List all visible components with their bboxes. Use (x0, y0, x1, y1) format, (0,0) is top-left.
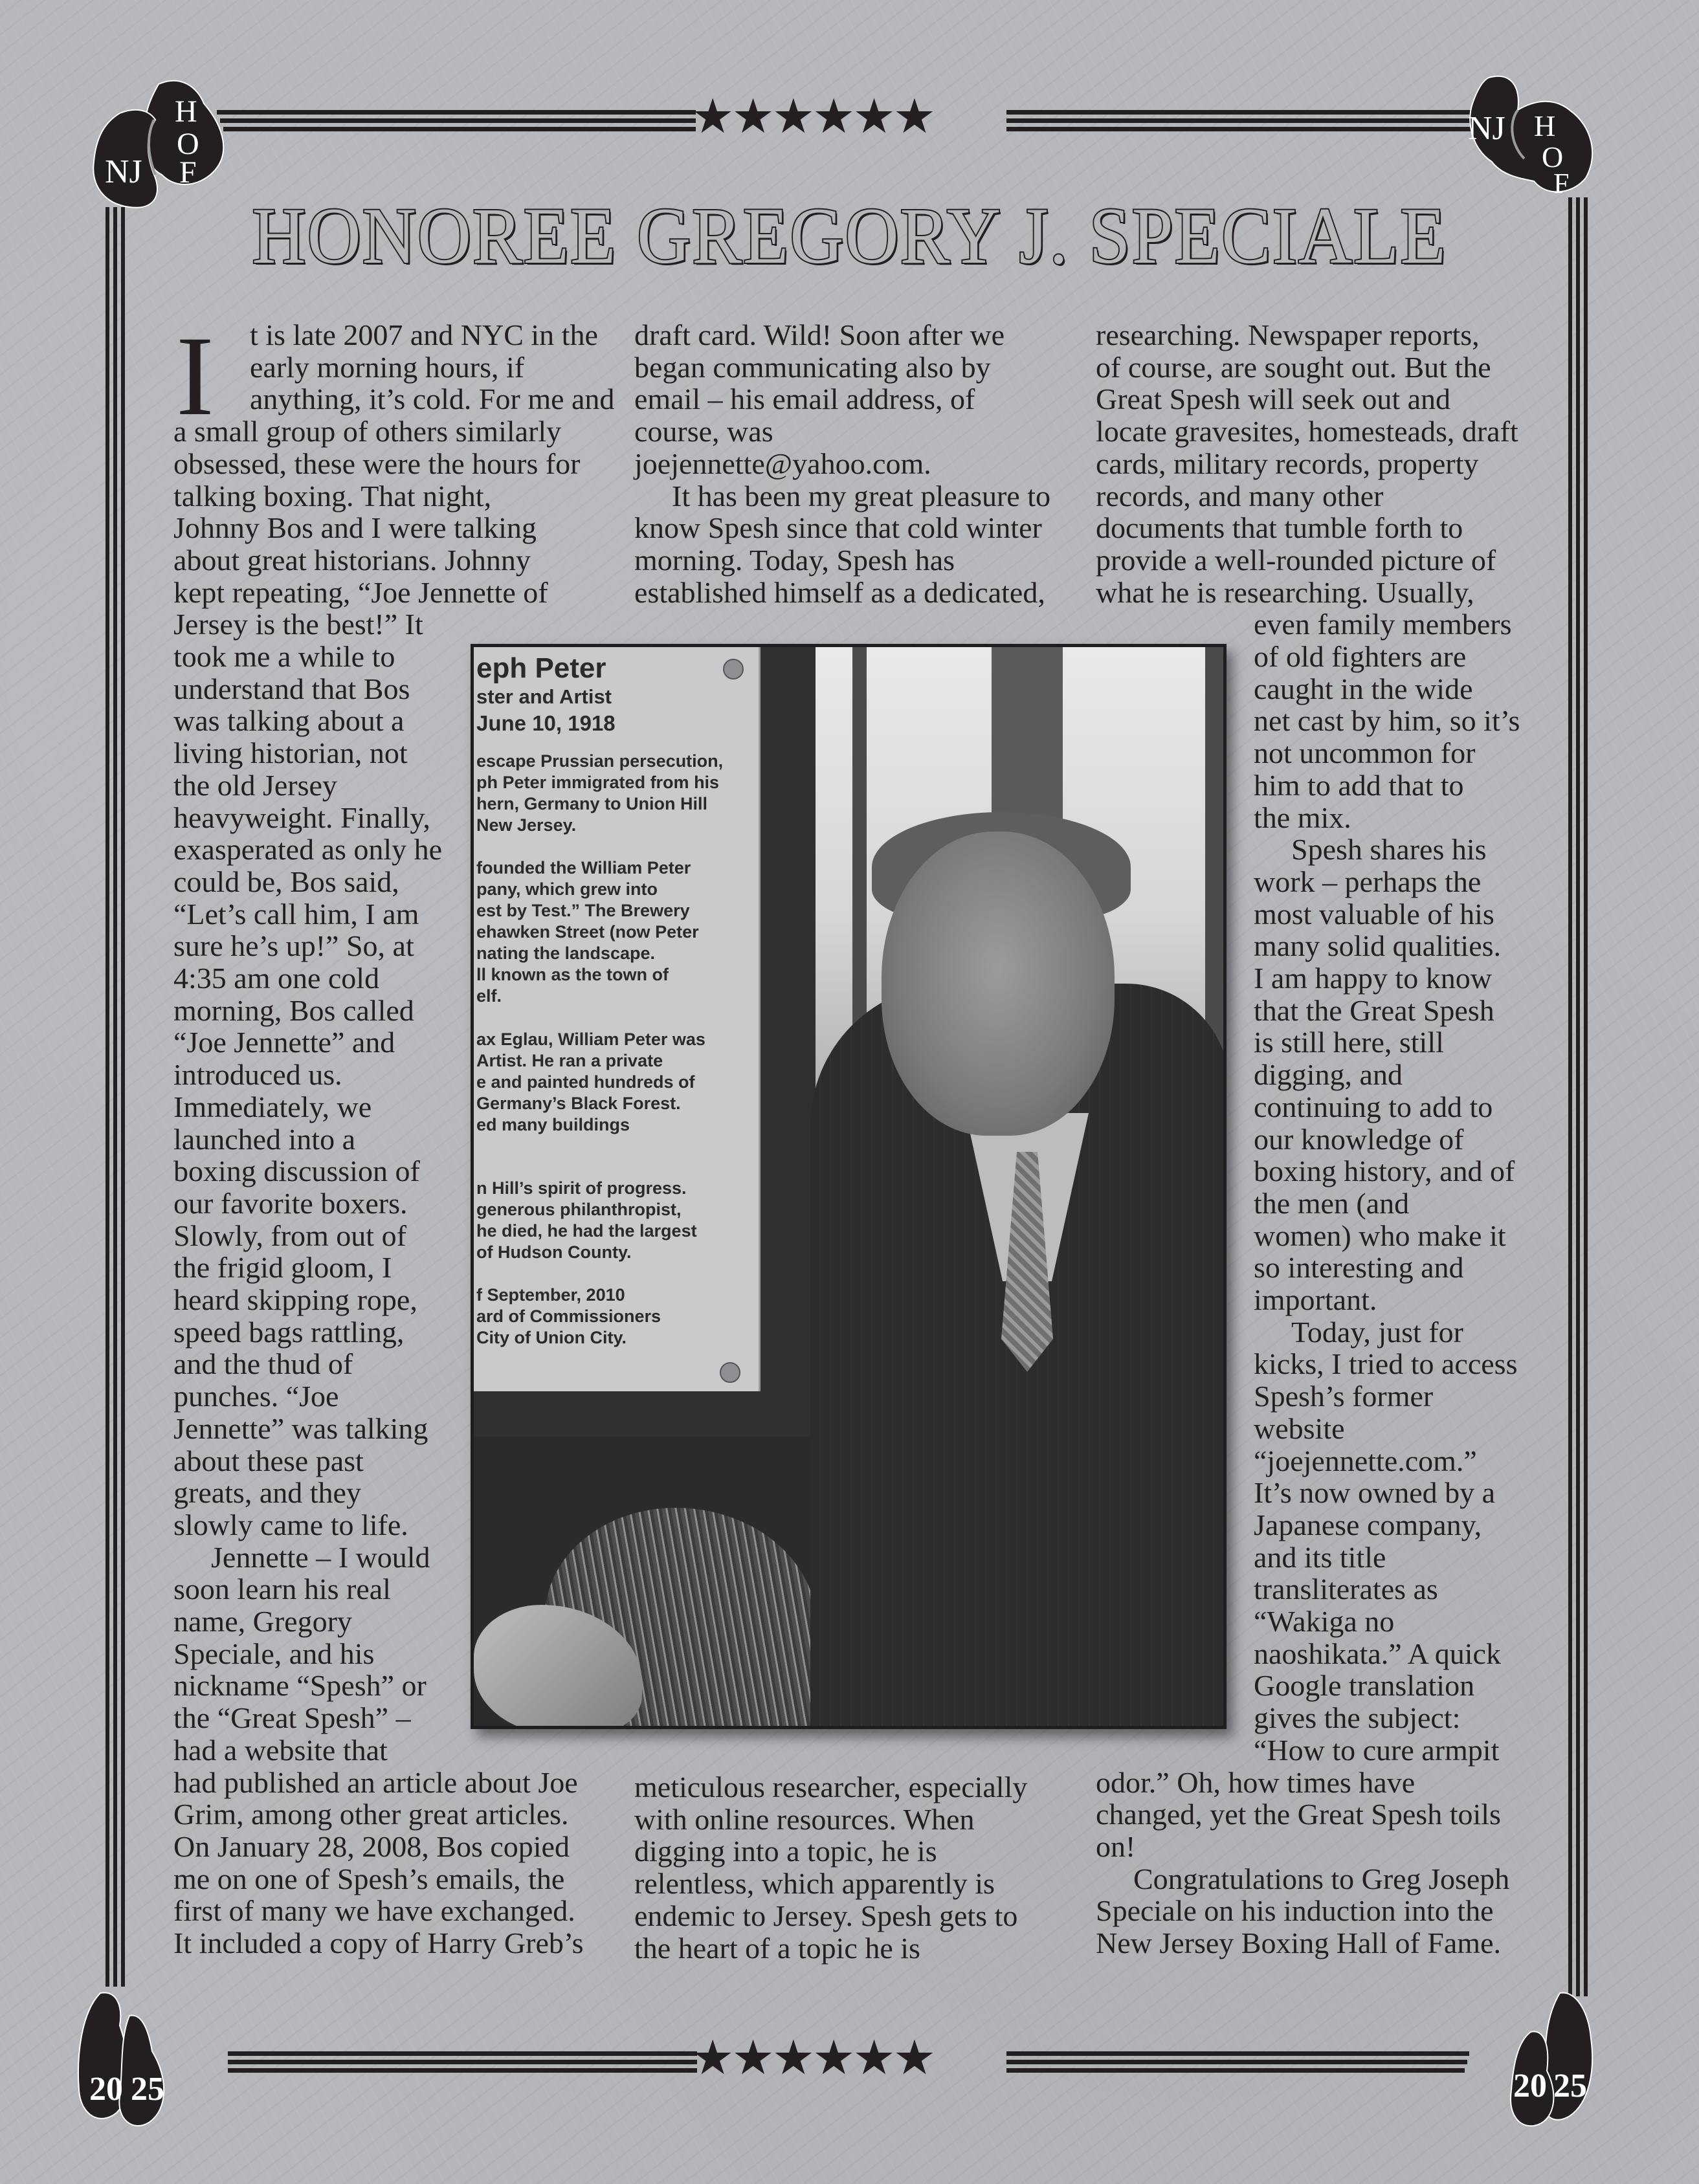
plaque-text-line: escape Prussian persecution, (476, 751, 724, 771)
text-line: Speciale, and his (173, 1637, 375, 1670)
plaque-text-line: pany, which grew into (476, 879, 658, 899)
text-line: Speciale on his induction into the (1096, 1894, 1494, 1928)
text-line: meticulous researcher, especially (634, 1770, 1028, 1803)
text-line: It’s now owned by a (1254, 1476, 1496, 1510)
text-line: established himself as a dedicated, (634, 575, 1045, 609)
text-line: about great historians. Johnny (173, 543, 531, 577)
text-line: soon learn his real (173, 1572, 391, 1606)
text-line: speed bags rattling, (173, 1315, 405, 1349)
text-line: and the thud of (173, 1347, 353, 1381)
text-line: email – his email address, of (634, 382, 975, 416)
text-line: “Joe Jennette” and (173, 1026, 395, 1059)
text-line: slowly came to life. (173, 1508, 408, 1541)
text-line: Spesh shares his (1291, 833, 1487, 866)
text-line: sure he’s up!” So, at (173, 929, 414, 963)
logo-letter-h: H (175, 94, 197, 129)
glove-logo-bottom-right (1463, 1987, 1618, 2129)
plaque-text-line: ster and Artist (476, 685, 612, 708)
text-line: most valuable of his (1254, 897, 1494, 931)
honoree-photo (471, 644, 1227, 1729)
text-line: early morning hours, if (250, 350, 525, 384)
text-line: on! (1096, 1829, 1136, 1863)
text-line: provide a well-rounded picture of (1096, 543, 1496, 577)
text-line: transliterates as (1254, 1572, 1438, 1606)
text-line: understand that Bos (173, 672, 410, 705)
text-line: our knowledge of (1254, 1122, 1464, 1156)
text-line: that the Great Spesh (1254, 993, 1494, 1027)
njhof-glove-logo-top-right (1463, 71, 1625, 201)
year-right-digits: 25 (131, 2071, 164, 2108)
text-line: name, Gregory (173, 1605, 352, 1638)
plaque-text-line: Germany’s Black Forest. (476, 1094, 681, 1113)
text-line: boxing history, and of (1254, 1154, 1515, 1188)
text-line: continuing to add to (1254, 1090, 1493, 1123)
text-line: Today, just for (1291, 1315, 1463, 1349)
text-line: It included a copy of Harry Greb’s (173, 1926, 584, 1959)
plaque-text-line: e and painted hundreds of (476, 1072, 695, 1092)
text-line: obsessed, these were the hours for (173, 447, 581, 480)
plaque-text-line: Artist. He ran a private (476, 1051, 663, 1070)
text-line: Slowly, from out of (173, 1219, 406, 1252)
top-stars: ★★★★★★ (691, 89, 934, 144)
text-line: Japanese company, (1254, 1508, 1482, 1541)
text-line: with online resources. When (634, 1802, 975, 1836)
text-line: the frigid gloom, I (173, 1251, 392, 1285)
text-line: introduced us. (173, 1058, 342, 1092)
photo-face (882, 832, 1115, 1136)
text-line: exasperated as only he (173, 833, 443, 866)
text-line: I am happy to know (1254, 962, 1492, 995)
text-line: relentless, which apparently is (634, 1867, 995, 1901)
plaque-text-line: ehawken Street (now Peter (476, 922, 699, 942)
text-line: me on one of Spesh’s emails, the (173, 1862, 565, 1895)
plaque-text-line: nating the landscape. (476, 943, 656, 963)
text-line: joejennette@yahoo.com. (634, 447, 931, 480)
historic-plaque (474, 647, 761, 1391)
plaque-text-line: June 10, 1918 (476, 711, 616, 735)
text-line: boxing discussion of (173, 1154, 420, 1188)
plaque-text-line: he died, he had the largest (476, 1221, 697, 1241)
text-line: of old fighters are (1254, 640, 1467, 673)
text-line: the heart of a topic he is (634, 1931, 920, 1965)
logo-letter-h-right: H (1534, 109, 1556, 142)
text-line: heavyweight. Finally, (173, 800, 430, 834)
plaque-text-line: New Jersey. (476, 815, 577, 835)
plaque-text-line: hern, Germany to Union Hill (476, 794, 708, 813)
text-line: Jennette – I would (211, 1540, 430, 1574)
text-line: know Spesh since that cold winter (634, 511, 1042, 545)
text-line: of course, are sought out. But the (1096, 350, 1491, 384)
text-line: documents that tumble forth to (1096, 511, 1463, 545)
text-line: and its title (1254, 1540, 1386, 1574)
text-line: living historian, not (173, 736, 408, 770)
glove-logo-bottom-left (71, 1987, 233, 2129)
text-line: “joejennette.com.” (1254, 1444, 1477, 1477)
page-title: HONOREE GREGORY J. SPECIALE (252, 192, 1447, 280)
text-line: our favorite boxers. (173, 1186, 408, 1220)
text-line: launched into a (173, 1122, 356, 1156)
text-line: caught in the wide (1254, 672, 1473, 705)
bottom-stars: ★★★★★★ (691, 2030, 934, 2086)
year-right-digits-right-logo: 25 (1553, 2068, 1587, 2104)
text-line: began communicating also by (634, 350, 991, 384)
text-line: Congratulations to Greg Joseph (1133, 1862, 1510, 1895)
text-line: “How to cure armpit (1254, 1733, 1500, 1767)
logo-letter-o-right: O (1542, 140, 1564, 173)
text-line: talking boxing. That night, (173, 479, 492, 513)
plaque-text-line: generous philanthropist, (476, 1200, 682, 1219)
text-line: what he is researching. Usually, (1096, 575, 1474, 609)
logo-letters-nj-right: NJ (1468, 110, 1505, 147)
drop-cap: I (176, 313, 214, 439)
text-line: Jennette” was talking (173, 1411, 428, 1445)
text-line: many solid qualities. (1254, 929, 1502, 963)
text-line: Google translation (1254, 1669, 1475, 1703)
text-line: the mix. (1254, 800, 1351, 834)
text-line: t is late 2007 and NYC in the (250, 318, 598, 351)
text-line: the men (and (1254, 1186, 1410, 1220)
text-line: researching. Newspaper reports, (1096, 318, 1480, 351)
text-line: New Jersey Boxing Hall of Fame. (1096, 1926, 1501, 1959)
text-line: the old Jersey (173, 768, 337, 802)
text-line: records, and many other (1096, 479, 1384, 513)
text-line: digging into a topic, he is (634, 1835, 937, 1868)
year-left-digits: 20 (89, 2071, 123, 2108)
text-line: kept repeating, “Joe Jennette of (173, 575, 548, 609)
text-line: heard skipping rope, (173, 1283, 417, 1316)
plaque-text-line: eph Peter (476, 652, 606, 684)
plaque-text-line: ax Eglau, William Peter was (476, 1030, 705, 1049)
text-line: “Let’s call him, I am (173, 897, 419, 931)
text-line: endemic to Jersey. Spesh gets to (634, 1899, 1018, 1932)
plaque-text-line: City of Union City. (476, 1328, 627, 1347)
plaque-frame (474, 647, 816, 1437)
plaque-text-line: est by Test.” The Brewery (476, 901, 690, 920)
text-line: morning. Today, Spesh has (634, 543, 955, 577)
text-line: even family members (1254, 608, 1512, 641)
text-line: website (1254, 1411, 1345, 1445)
text-line: important. (1254, 1283, 1377, 1316)
text-line: kicks, I tried to access (1254, 1347, 1518, 1381)
year-left-digits-right-logo: 20 (1513, 2068, 1547, 2104)
text-line: changed, yet the Great Spesh toils (1096, 1798, 1501, 1831)
plaque-text-line: n Hill’s spirit of progress. (476, 1178, 687, 1198)
text-line: Great Spesh will seek out and (1096, 382, 1451, 416)
text-line: It has been my great pleasure to (672, 479, 1050, 513)
text-line: nickname “Spesh” or (173, 1669, 427, 1703)
text-line: women) who make it (1254, 1219, 1506, 1252)
plaque-text-line: ed many buildings (476, 1115, 630, 1134)
plaque-text-line: ard of Commissioners (476, 1307, 661, 1326)
text-line: morning, Bos called (173, 993, 414, 1027)
text-line: “Wakiga no (1254, 1605, 1395, 1638)
text-line: Spesh’s former (1254, 1380, 1434, 1413)
text-line: naoshikata.” A quick (1254, 1637, 1501, 1670)
logo-letter-f: F (179, 155, 197, 190)
text-line: took me a while to (173, 640, 395, 673)
text-line: the “Great Spesh” – (173, 1701, 411, 1735)
text-line: could be, Bos said, (173, 865, 399, 898)
text-line: about these past (173, 1444, 364, 1477)
text-line: odor.” Oh, how times have (1096, 1765, 1416, 1799)
plaque-bolt-top (723, 659, 744, 679)
text-line: had a website that (173, 1733, 388, 1767)
text-line: digging, and (1254, 1058, 1403, 1092)
plaque-text-line: founded the William Peter (476, 858, 691, 877)
text-line: him to add that to (1254, 768, 1464, 802)
logo-letters-nj: NJ (105, 153, 142, 190)
text-line: work – perhaps the (1254, 865, 1482, 898)
text-line: so interesting and (1254, 1251, 1464, 1285)
text-line: cards, military records, property (1096, 447, 1479, 480)
text-line: first of many we have exchanged. (173, 1894, 575, 1928)
text-line: was talking about a (173, 704, 405, 738)
text-line: punches. “Joe (173, 1380, 339, 1413)
text-line: On January 28, 2008, Bos copied (173, 1829, 570, 1863)
text-line: locate gravesites, homesteads, draft (1096, 415, 1518, 448)
text-line: a small group of others similarly (173, 415, 562, 448)
text-line: 4:35 am one cold (173, 962, 380, 995)
text-line: Immediately, we (173, 1090, 372, 1123)
logo-letter-o: O (177, 127, 199, 161)
text-line: net cast by him, so it’s (1254, 704, 1520, 738)
text-line: gives the subject: (1254, 1701, 1461, 1735)
plaque-bolt-bottom (720, 1362, 740, 1383)
text-line: anything, it’s cold. For me and (250, 382, 615, 416)
plaque-text-line: ph Peter immigrated from his (476, 773, 720, 792)
plaque-text-line: elf. (476, 986, 502, 1006)
text-line: is still here, still (1254, 1026, 1444, 1059)
text-line: Grim, among other great articles. (173, 1798, 569, 1831)
text-line: draft card. Wild! Soon after we (634, 318, 1005, 351)
text-line: course, was (634, 415, 773, 448)
logo-letter-f-right: F (1553, 168, 1570, 199)
text-line: Johnny Bos and I were talking (173, 511, 537, 545)
text-line: greats, and they (173, 1476, 361, 1510)
plaque-text-line: f September, 2010 (476, 1285, 625, 1305)
text-line: not uncommon for (1254, 736, 1476, 770)
plaque-text-line: ll known as the town of (476, 965, 669, 984)
plaque-text-line: of Hudson County. (476, 1242, 632, 1262)
njhof-glove-logo-top-left (84, 71, 239, 220)
text-line: had published an article about Joe (173, 1765, 578, 1799)
text-line: Jersey is the best!” It (173, 608, 423, 641)
